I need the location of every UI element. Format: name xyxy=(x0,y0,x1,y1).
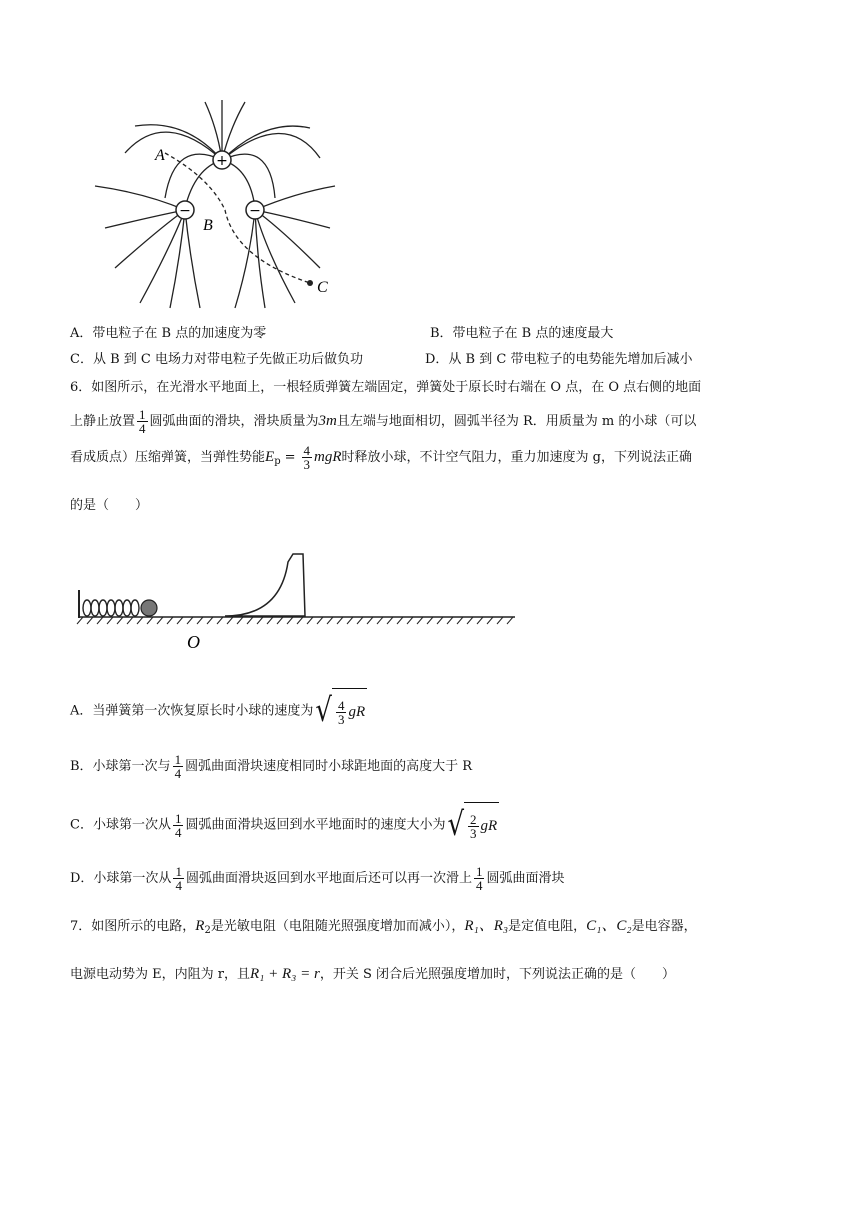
q7-stem-line1: 7．如图所示的电路，$R_2$是光敏电阻（电阻随光照强度增加而减小），R₁、R₃是定值电阻，C₁、C₂是电容器， xyxy=(70,918,697,936)
fraction-quarter: $\frac{1}{4}$ xyxy=(139,407,146,436)
q7-stem-line2: 电源电动势为 E，内阻为 r，且R₁ + R₃ = r，开关 S 闭合后光照强度增加时，下列说法正确的是（ ） xyxy=(70,966,675,982)
field-line-figure xyxy=(85,98,345,310)
field-line xyxy=(255,186,335,210)
ground-hatch xyxy=(77,617,513,624)
field-line xyxy=(170,210,185,308)
label-a: A xyxy=(155,147,165,164)
q6-stem-line1: 6．如图所示，在光滑水平地面上，一根轻质弹簧左端固定，弹簧处于原长时右端在 O 点，在 O 点右侧的地面 xyxy=(70,380,702,395)
q5-option-a: A．带电粒子在 B 点的加速度为零 xyxy=(70,326,267,341)
quarter-arc-slider xyxy=(225,554,305,616)
field-line xyxy=(235,210,255,308)
q5-option-b: B．带电粒子在 B 点的速度最大 xyxy=(430,326,614,341)
q6-stem-line4: 的是（ ） xyxy=(70,498,149,513)
label-o: O xyxy=(187,632,200,652)
q5-option-c: C．从 B 到 C 电场力对带电粒子先做正功后做负功 xyxy=(70,352,363,367)
q6-option-c: C．小球第一次从 $\frac{1}{4}$ 圆弧曲面滑块返回到水平地面时的速度大小为 √ $\frac{2}{3}$ gR xyxy=(70,802,499,848)
q6-stem-line2: 上静止放置 $\frac{1}{4}$ 圆弧曲面的滑块，滑块质量为3m且左端与地面相切，圆弧半径为 R．用质量为 m 的小球（可以 xyxy=(70,407,697,436)
q6-stem-line3: 看成质点）压缩弹簧，当弹性势能$E_p$ = $\frac{4}{3}$ mgR时释放小球，不计空气阻力，重力加速度为 g，下列说法正确 xyxy=(70,443,692,472)
spring-slider-figure xyxy=(75,550,520,660)
svg-text:−: − xyxy=(179,203,191,219)
ball xyxy=(141,600,157,616)
svg-text:−: − xyxy=(249,203,261,219)
field-line xyxy=(115,210,185,268)
field-line xyxy=(185,210,200,308)
fraction-four-thirds: $\frac{4}{3}$ xyxy=(303,443,310,472)
q5-option-d: D．从 B 到 C 带电粒子的电势能先增加后减小 xyxy=(425,352,693,367)
q6-option-b: B．小球第一次与 $\frac{1}{4}$ 圆弧曲面滑块速度相同时小球距地面的高度大于 R xyxy=(70,752,472,781)
field-line xyxy=(255,210,295,303)
q6-option-d: D．小球第一次从 $\frac{1}{4}$ 圆弧曲面滑块返回到水平地面后还可以再一次滑上 $\frac{1}{4}$ 圆弧曲面滑块 xyxy=(70,864,565,893)
label-c: C xyxy=(317,279,328,296)
q6-option-a: A．当弹簧第一次恢复原长时小球的速度为 √ $\frac{4}{3}$ gR xyxy=(70,688,367,734)
spring xyxy=(83,600,139,616)
field-line xyxy=(140,210,185,303)
svg-text:+: + xyxy=(216,153,228,169)
field-line xyxy=(95,186,185,210)
label-b: B xyxy=(203,217,213,234)
